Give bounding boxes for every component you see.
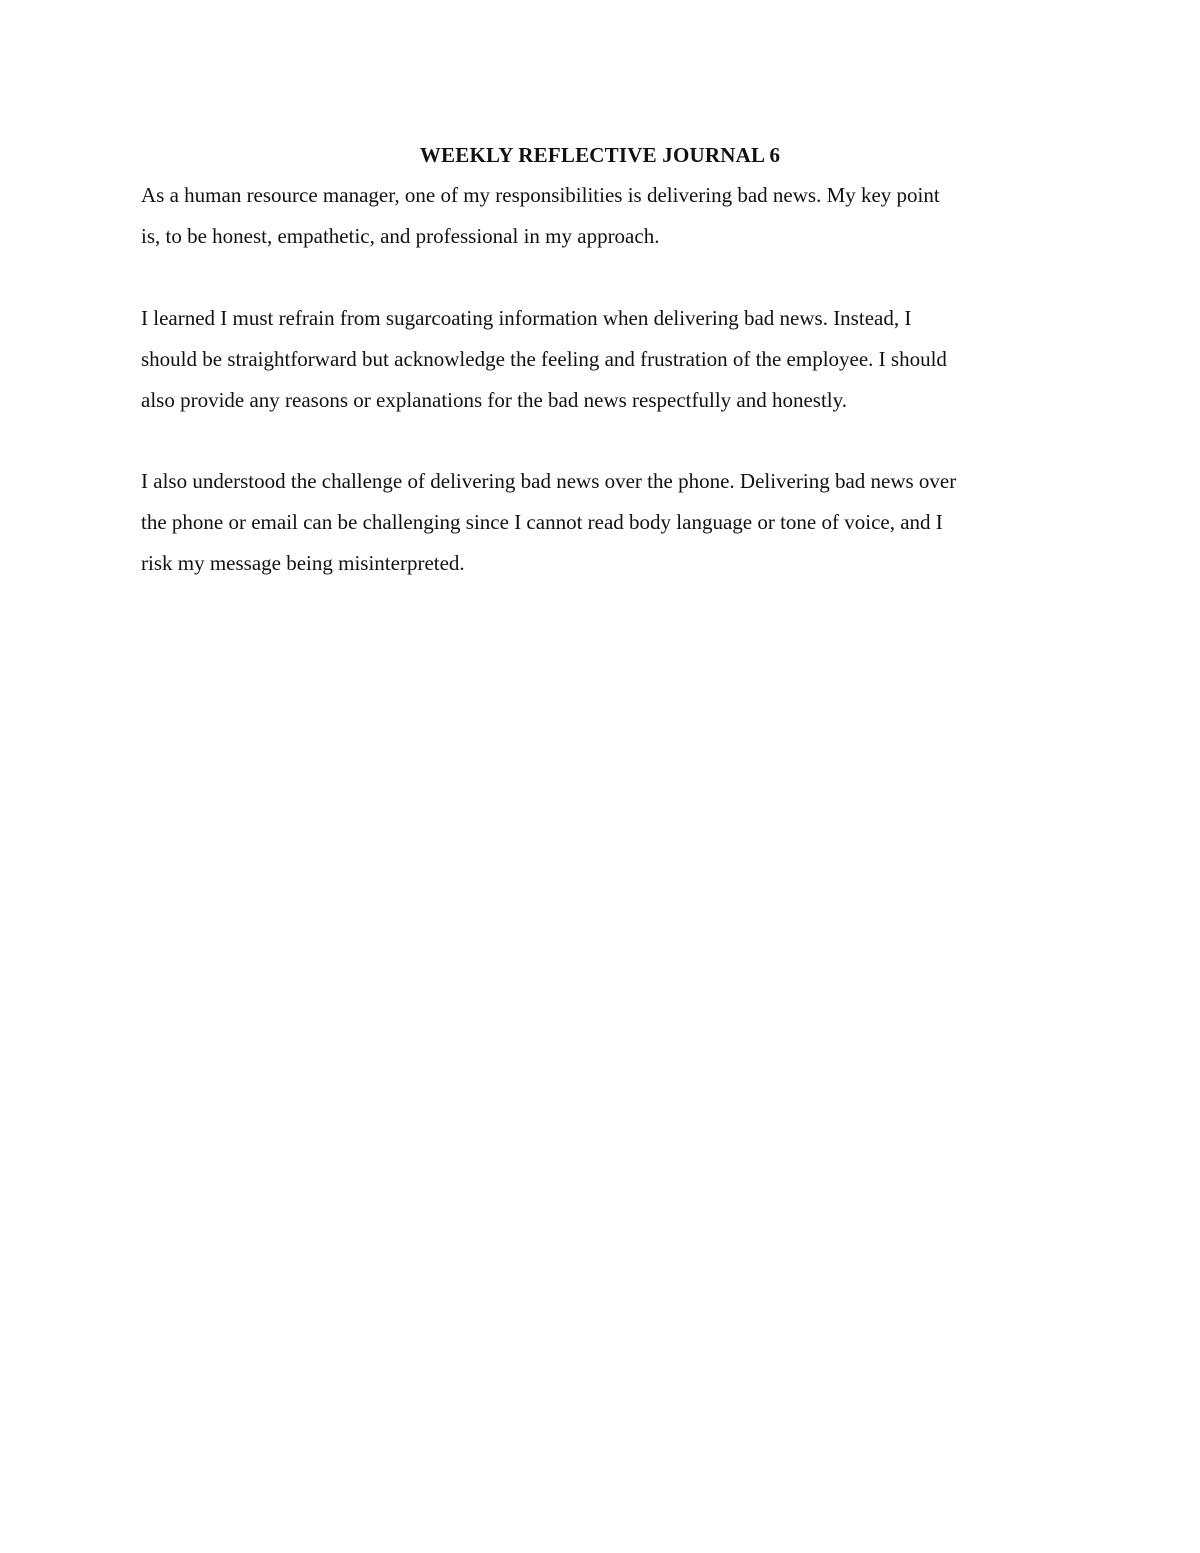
paragraph-line: I learned I must refrain from sugarcoating information when delivering bad news. Instead, I [141, 306, 912, 330]
paragraph-line: should be straightforward but acknowledge the feeling and frustration of the employee. I should [141, 347, 947, 371]
paragraph-line: I also understood the challenge of delivering bad news over the phone. Delivering bad news over [141, 469, 957, 493]
paragraph-intro [141, 175, 1071, 257]
paragraph-line: risk my message being misinterpreted. [141, 551, 465, 575]
page-title: WEEKLY REFLECTIVE JOURNAL 6 [419, 143, 781, 167]
paragraph-line: As a human resource manager, one of my responsibilities is delivering bad news. My key point [141, 183, 940, 207]
paragraph-line: also provide any reasons or explanations for the bad news respectfully and honestly. [141, 388, 848, 412]
paragraph-line: is, to be honest, empathetic, and professional in my approach. [141, 224, 660, 248]
paragraph-phone-challenge [141, 461, 1071, 584]
paragraph-line: the phone or email can be challenging since I cannot read body language or tone of voice, and I [141, 510, 943, 534]
paragraph-learning [141, 298, 1071, 421]
